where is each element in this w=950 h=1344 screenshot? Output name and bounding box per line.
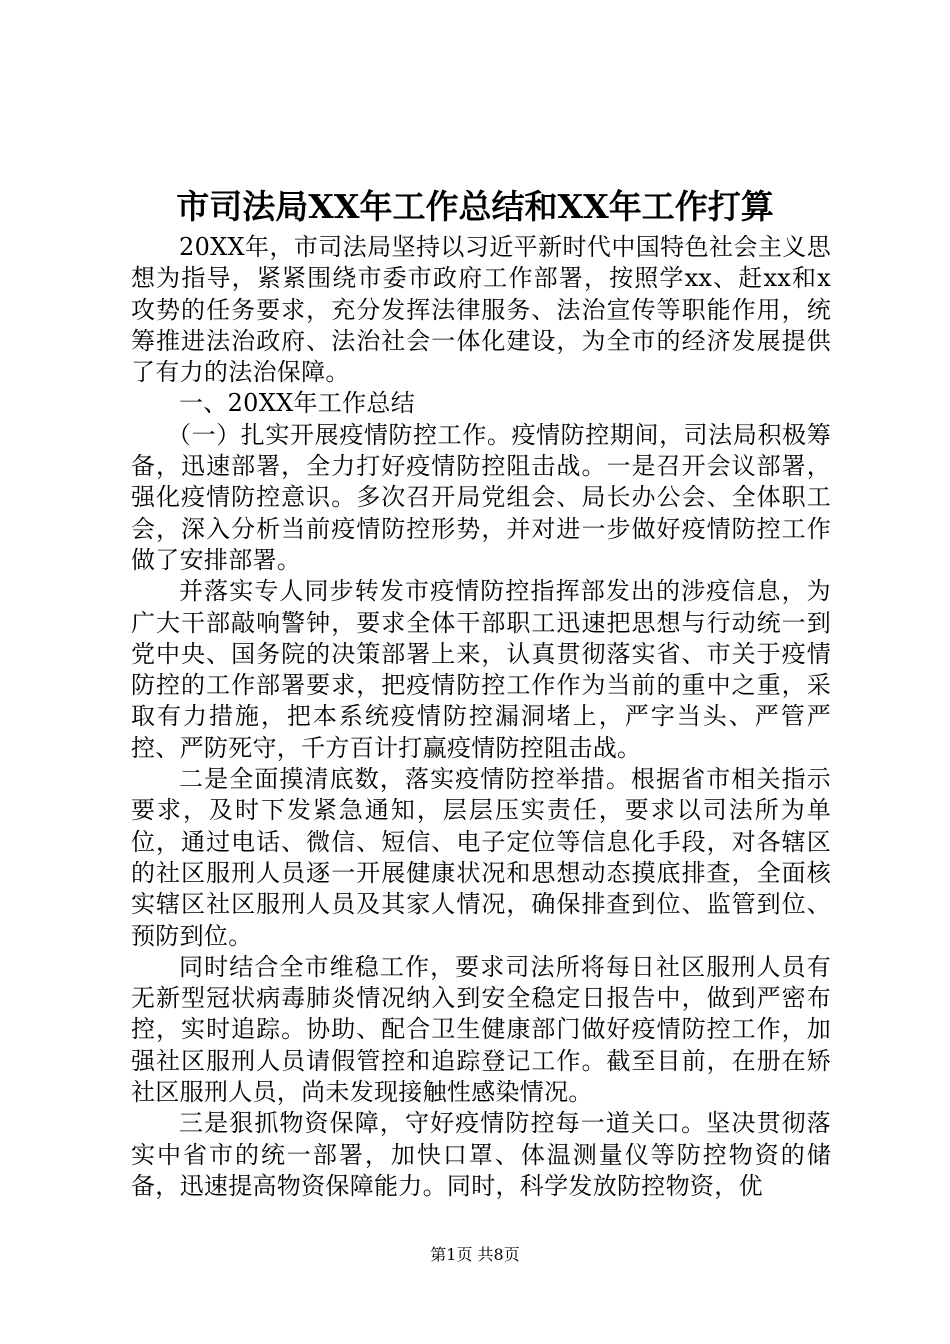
document-body [131, 232, 831, 1202]
paragraph-intro: 20XX年，市司法局坚持以习近平新时代中国特色社会主义思想为指导，紧紧围绕市委市政府工作部署，按照学xx、赶xx和x攻势的任务要求，充分发挥法律服务、法治宣传等职能作用，统筹推进法治政府、法治社会一体化建设，为全市的经济发展提供了有力的法治保障。 [131, 233, 831, 387]
page-number: 第1页 共8页 [430, 1245, 520, 1264]
paragraph-supplies: 三是狠抓物资保障，守好疫情防控每一道关口。坚决贯彻落实中省市的统一部署，加快口罩、体温测量仪等防控物资的储备，迅速提高物资保障能力。同时，科学发放防控物资，优 [131, 1109, 831, 1200]
paragraph-stability: 同时结合全市维稳工作，要求司法所将每日社区服刑人员有无新型冠状病毒肺炎情况纳入到安全稳定日报告中，做到严密布控，实时追踪。协助、配合卫生健康部门做好疫情防控工作，加强社区服刑人员请假管控和追踪登记工作。截至目前，在册在矫社区服刑人员，尚未发现接触性感染情况。 [131, 952, 831, 1107]
section-heading: 一、20XX年工作总结 [179, 389, 416, 418]
paragraph-investigation: 二是全面摸清底数，落实疫情防控举措。根据省市相关指示要求，及时下发紧急通知，层层压实责任，要求以司法所为单位，通过电话、微信、短信、电子定位等信息化手段，对各辖区的社区服刑人员逐一开展健康状况和思想动态摸底排查，全面核实辖区社区服刑人员及其家人情况，确保排查到位、监管到位、预防到位。 [131, 765, 831, 950]
paragraph-implementation: 并落实专人同步转发市疫情防控指挥部发出的涉疫信息，为广大干部敲响警钟，要求全体干部职工迅速把思想与行动统一到党中央、国务院的决策部署上来，认真贯彻落实省、市关于疫情防控的工作部署要求，把疫情防控工作作为当前的重中之重，采取有力措施，把本系统疫情防控漏洞堵上，严字当头、严管严控、严防死守，千方百计打赢疫情防控阻击战。 [131, 577, 831, 762]
document-title: 市司法局XX年工作总结和XX年工作打算 [176, 187, 774, 226]
paragraph-epidemic-control: （一）扎实开展疫情防控工作。疫情防控期间，司法局积极筹备，迅速部署，全力打好疫情防控阻击战。一是召开会议部署，强化疫情防控意识。多次召开局党组会、局长办公会、全体职工会，深入分析当前疫情防控形势，并对进一步做好疫情防控工作做了安排部署。 [131, 420, 831, 574]
